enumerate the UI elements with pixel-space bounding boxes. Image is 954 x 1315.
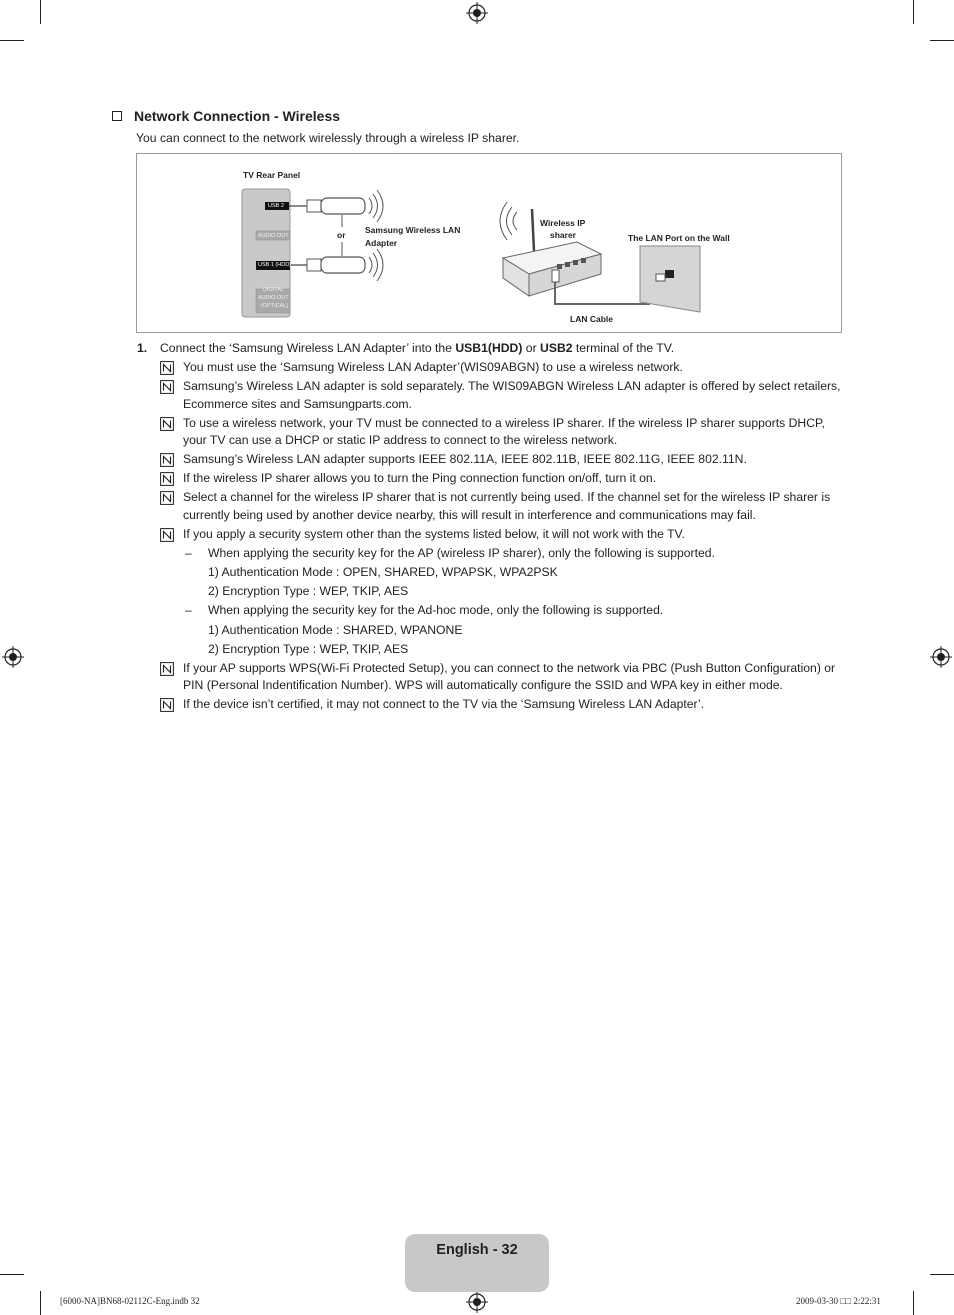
- registration-mark-icon: [466, 2, 488, 24]
- footer-filename: [6000-NA]BN68-02112C-Eng.indb 32: [60, 1296, 200, 1306]
- note-icon: [160, 698, 174, 712]
- crop-mark: [930, 1274, 954, 1275]
- step-text: or: [522, 341, 541, 355]
- security-ap-item: – When applying the security key for the AP (wireless IP sharer), only the following is supported.: [160, 545, 846, 563]
- crop-mark: [913, 0, 914, 24]
- footer-timestamp: 2009-03-30 □□ 2:22:31: [796, 1296, 881, 1306]
- step-text: terminal of the TV.: [572, 341, 675, 355]
- note-icon: [160, 528, 174, 542]
- wall-lan-port-icon: [640, 246, 700, 312]
- security-adhoc-auth: 1) Authentication Mode : SHARED, WPANONE: [208, 622, 463, 637]
- digital-port-label: (OPTICAL): [261, 303, 289, 309]
- security-adhoc-encryption: 2) Encryption Type : WEP, TKIP, AES: [208, 641, 409, 656]
- wireless-signal-icon: [500, 202, 517, 240]
- usb1-term: USB1(HDD): [455, 341, 523, 355]
- security-adhoc-item: – When applying the security key for the Ad-hoc mode, only the following is supported.: [160, 602, 846, 620]
- registration-mark-icon: [466, 1291, 488, 1313]
- note-item: If the device isn’t certified, it may not connect to the TV via the ‘Samsung Wireless LAN Adapter’.: [160, 696, 846, 714]
- intro-text: You can connect to the network wirelessly through a wireless IP sharer.: [136, 131, 520, 145]
- note-icon: [160, 453, 174, 467]
- wireless-signal-icon: [369, 249, 383, 281]
- audio-out-port-label: AUDIO OUT: [258, 233, 289, 239]
- section-title: [112, 108, 340, 124]
- note-item: Samsung’s Wireless LAN adapter supports IEEE 802.11A, IEEE 802.11B, IEEE 802.11G, IEEE 802.11N.: [160, 451, 846, 469]
- or-label: or: [337, 230, 346, 240]
- note-icon: [160, 491, 174, 505]
- step-1: [137, 341, 674, 355]
- crop-mark: [0, 1274, 24, 1275]
- wireless-signal-icon: [369, 190, 383, 222]
- note-item: If you apply a security system other than the systems listed below, it will not work with the TV.: [160, 526, 846, 544]
- usb-adapter-icon: [307, 198, 365, 214]
- note-item: If the wireless IP sharer allows you to turn the Ping connection function on/off, turn it on.: [160, 470, 846, 488]
- sharer-label: Wireless IP: [540, 218, 586, 228]
- connection-diagram: [136, 153, 842, 333]
- digital-port-label: DIGITAL: [263, 287, 284, 293]
- lan-cable-label: LAN Cable: [570, 314, 613, 324]
- crop-mark: [930, 40, 954, 41]
- adapter-label: Adapter: [365, 238, 398, 248]
- note-icon: [160, 662, 174, 676]
- note-item: If your AP supports WPS(Wi-Fi Protected Setup), you can connect to the network via PBC (Push Button Configuration) or PIN (Personal Indentification Number). WPS will automatically configure the SSID and WPA key in either mode.: [160, 660, 846, 695]
- dash-bullet: –: [185, 546, 192, 561]
- note-item: You must use the ‘Samsung Wireless LAN Adapter’(WIS09ABGN) to use a wireless network.: [160, 359, 846, 377]
- security-ap-encryption: 2) Encryption Type : WEP, TKIP, AES: [208, 584, 409, 599]
- crop-mark: [40, 1291, 41, 1315]
- usb2-term: USB2: [540, 341, 573, 355]
- dash-bullet: –: [185, 603, 192, 618]
- notes-list: [160, 359, 846, 715]
- step-number: 1.: [137, 341, 148, 355]
- wall-port-label: The LAN Port on the Wall: [628, 233, 730, 243]
- crop-mark: [913, 1291, 914, 1315]
- usb2-port-label: USB 2: [268, 203, 284, 209]
- crop-mark: [40, 0, 41, 24]
- note-item: Select a channel for the wireless IP sharer that is not currently being used. If the channel set for the wireless IP sharer is currently being used by another device nearby, this will result in interference and communications may fail.: [160, 489, 846, 524]
- page-number: English - 32: [436, 1242, 518, 1258]
- note-icon: [160, 417, 174, 431]
- adapter-label: Samsung Wireless LAN: [365, 225, 461, 235]
- section-title-text: Network Connection - Wireless: [134, 108, 341, 124]
- crop-mark: [0, 40, 24, 41]
- step-text: Connect the ‘Samsung Wireless LAN Adapter’ into the: [160, 341, 456, 355]
- security-ap-auth: 1) Authentication Mode : OPEN, SHARED, WPAPSK, WPA2PSK: [208, 565, 558, 580]
- usb-adapter-icon: [307, 257, 365, 273]
- registration-mark-icon: [930, 646, 952, 668]
- note-icon: [160, 472, 174, 486]
- note-icon: [160, 380, 174, 394]
- registration-mark-icon: [2, 646, 24, 668]
- digital-port-label: AUDIO OUT: [258, 295, 289, 301]
- usb1-port-label: USB 1 (HDD): [258, 262, 292, 268]
- note-icon: [160, 361, 174, 375]
- page-number-tab: [405, 1234, 549, 1292]
- checkbox-bullet-icon: [112, 111, 122, 121]
- sharer-label: sharer: [550, 230, 576, 240]
- note-item: To use a wireless network, your TV must be connected to a wireless IP sharer. If the wireless IP sharer supports DHCP, your TV can use a DHCP or static IP address to connect to the wireless network.: [160, 415, 846, 450]
- tv-rear-panel-label: TV Rear Panel: [243, 170, 301, 180]
- note-item: Samsung’s Wireless LAN adapter is sold separately. The WIS09ABGN Wireless LAN adapter is offered by select retailers, Ecommerce sites and Samsungparts.com.: [160, 378, 846, 413]
